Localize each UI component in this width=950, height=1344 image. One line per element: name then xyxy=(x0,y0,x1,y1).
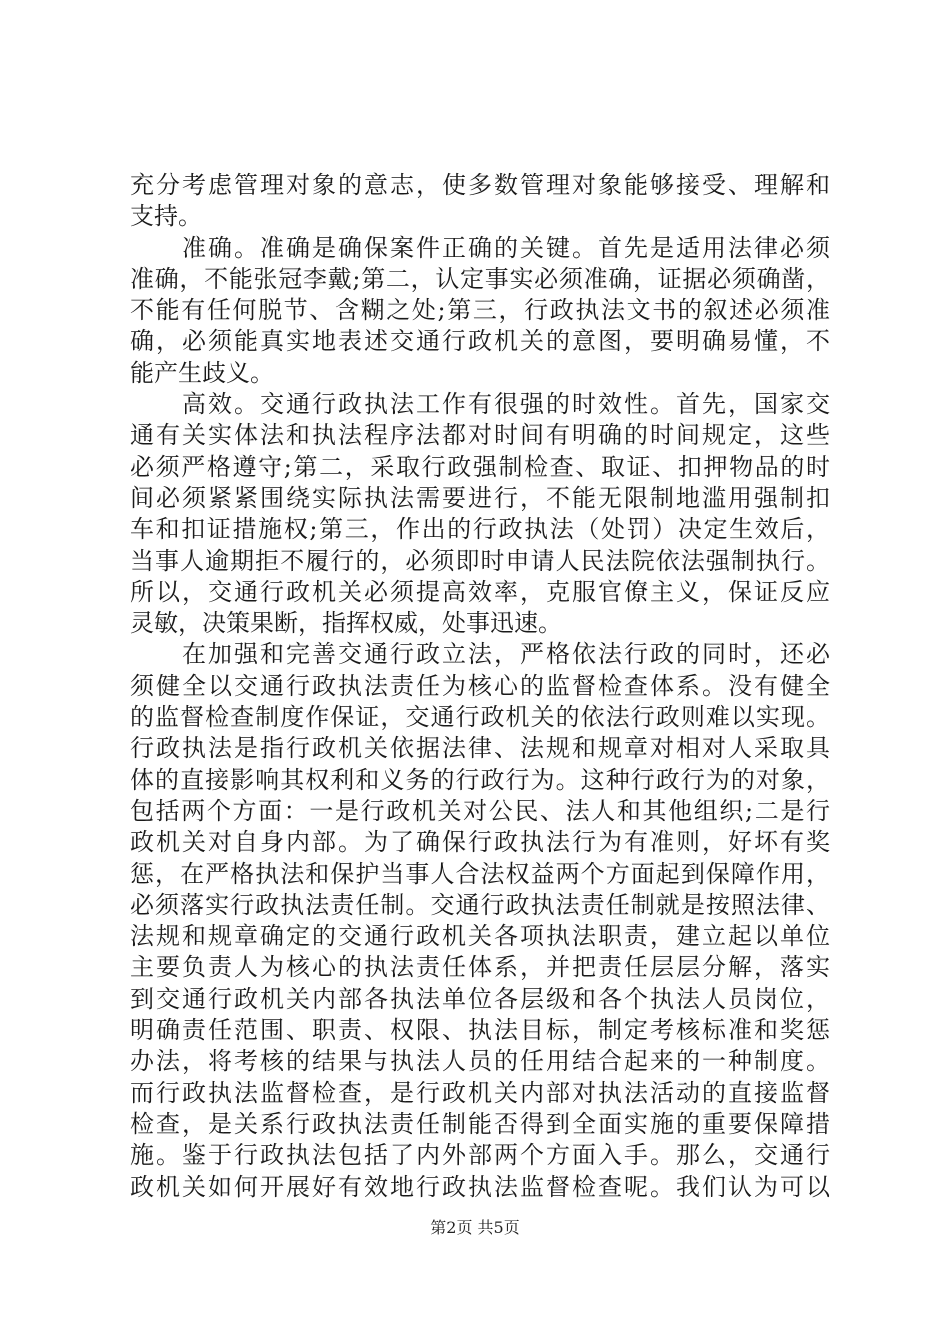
text-line: 通有关实体法和执法程序法都对时间有明确的时间规定，这些 xyxy=(130,421,830,450)
text-line: 政机关对自身内部。为了确保行政执法行为有准则，好坏有奖 xyxy=(130,828,830,857)
text-line: 充分考虑管理对象的意志，使多数管理对象能够接受、理解和 xyxy=(130,171,830,199)
text-line: 行政执法是指行政机关依据法律、法规和规章对相对人采取具 xyxy=(130,734,830,763)
text-line: 当事人逾期拒不履行的，必须即时申请人民法院依法强制执行。 xyxy=(130,546,830,575)
text-line: 所以，交通行政机关必须提高效率，克服官僚主义，保证反应 xyxy=(130,577,830,606)
text-line: 主要负责人为核心的执法责任体系，并把责任层层分解，落实 xyxy=(130,953,830,982)
text-line: 政机关如何开展好有效地行政执法监督检查呢。我们认为可以 xyxy=(130,1172,830,1201)
text-line: 必须落实行政执法责任制。交通行政执法责任制就是按照法律、 xyxy=(130,890,830,919)
text-line: 施。鉴于行政执法包括了内外部两个方面入手。那么，交通行 xyxy=(130,1141,830,1170)
text-line: 支持。 xyxy=(130,202,202,231)
text-line: 的监督检查制度作保证，交通行政机关的依法行政则难以实现。 xyxy=(130,703,830,732)
text-line: 确，必须能真实地表述交通行政机关的意图，要明确易懂，不 xyxy=(130,327,830,356)
text-line: 惩，在严格执法和保护当事人合法权益两个方面起到保障作用， xyxy=(130,859,830,888)
text-line: 必须严格遵守;第二，采取行政强制检查、取证、扣押物品的时 xyxy=(130,452,830,481)
text-line: 明确责任范围、职责、权限、执法目标，制定考核标准和奖惩 xyxy=(130,1016,830,1045)
text-line: 而行政执法监督检查，是行政机关内部对执法活动的直接监督 xyxy=(130,1078,830,1107)
text-line: 不能有任何脱节、含糊之处;第三，行政执法文书的叙述必须准 xyxy=(130,296,830,325)
text-line: 灵敏，决策果断，指挥权威，处事迅速。 xyxy=(130,609,562,638)
text-line: 间必须紧紧围绕实际执法需要进行，不能无限制地滥用强制扣 xyxy=(130,483,830,512)
text-line: 体的直接影响其权利和义务的行政行为。这种行政行为的对象， xyxy=(130,765,830,794)
text-line: 法规和规章确定的交通行政机关各项执法职责，建立起以单位 xyxy=(130,922,830,951)
text-line: 能产生歧义。 xyxy=(130,358,274,387)
text-line: 在加强和完善交通行政立法，严格依法行政的同时，还必 xyxy=(130,640,830,669)
text-line: 车和扣证措施权;第三，作出的行政执法（处罚）决定生效后， xyxy=(130,515,830,544)
body-text xyxy=(130,170,830,1203)
text-line: 准确。准确是确保案件正确的关键。首先是适用法律必须 xyxy=(130,233,830,262)
text-line: 到交通行政机关内部各执法单位各层级和各个执法人员岗位， xyxy=(130,984,830,1013)
text-line: 办法，将考核的结果与执法人员的任用结合起来的一种制度。 xyxy=(130,1047,830,1076)
page-footer: 第2页 共5页 xyxy=(430,1218,520,1237)
text-line: 准确，不能张冠李戴;第二，认定事实必须准确，证据必须确凿， xyxy=(130,264,830,293)
text-line: 检查，是关系行政执法责任制能否得到全面实施的重要保障措 xyxy=(130,1109,830,1138)
text-line: 高效。交通行政执法工作有很强的时效性。首先，国家交 xyxy=(130,390,830,419)
text-line: 包括两个方面：一是行政机关对公民、法人和其他组织;二是行 xyxy=(130,796,830,825)
text-line: 须健全以交通行政执法责任为核心的监督检查体系。没有健全 xyxy=(130,671,830,700)
